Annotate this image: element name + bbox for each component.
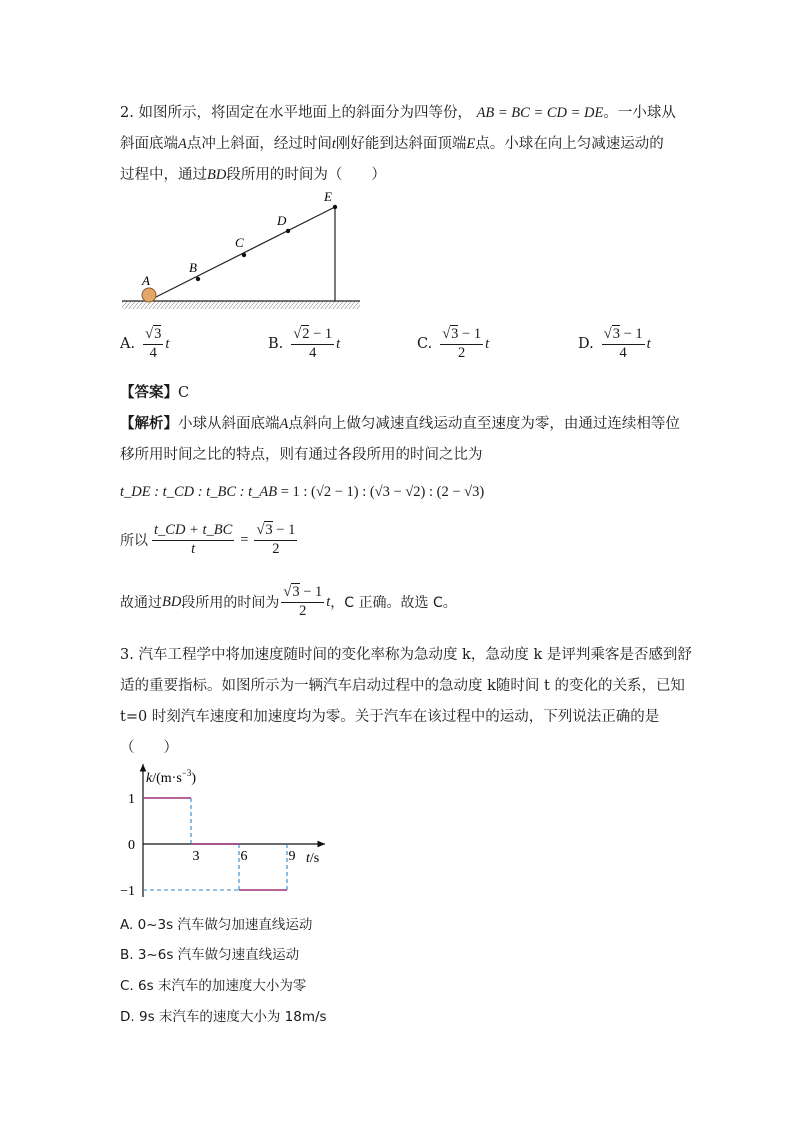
q2-stem-text: 。一小球从 — [603, 105, 676, 121]
so-label: 所以 — [120, 533, 148, 550]
q2-stem-line-2 — [120, 134, 664, 154]
point-d-dot — [286, 229, 290, 233]
q3-option-d[interactable]: D. 9s 末汽车的速度大小为 18m/s — [120, 1009, 327, 1025]
so-equation: 所以 $\frac{t\_CD + t\_BC}{t}$ = $\frac{√3 - 1}{2}$ — [120, 522, 296, 557]
q2-option-b[interactable] — [268, 327, 340, 362]
so-fraction: $\frac{t\_CD + t\_BC}{t}$ — [154, 522, 233, 557]
q3-option-a[interactable]: A. 0~3s 汽车做匀加速直线运动 — [120, 917, 313, 933]
q3-stem-line-3 — [120, 707, 659, 727]
point-a-label: A — [279, 416, 289, 432]
q3-stem-text: 汽车工程学中将加速度随时间的变化率称为急动度 k，急动度 k 是评判乘客是否感到舒 — [138, 647, 692, 663]
analysis-text: 小球从斜面底端 — [178, 416, 280, 432]
time-ratio-equation — [120, 482, 484, 502]
option-fraction: $\frac{√3}{4}$ — [145, 326, 162, 361]
q2-stem-text: 如图所示，将固定在水平地面上的斜面分为四等份， — [138, 105, 472, 121]
x-tick-label: 3 — [192, 849, 200, 864]
q3-option-b[interactable]: B. 3~6s 汽车做匀速直线运动 — [120, 947, 300, 963]
y-tick-label: −1 — [120, 884, 135, 899]
fig-label-c: C — [235, 235, 244, 250]
x-tick-label: 6 — [240, 849, 248, 864]
point-e-dot — [333, 205, 337, 209]
analysis-text: 点斜向上做匀减速直线运动直至速度为零，由通过连续相等位 — [288, 416, 680, 432]
fig-label-e: E — [324, 189, 332, 204]
option-variable: t — [646, 335, 651, 352]
option-letter: C. — [417, 336, 433, 353]
time-variable: t — [326, 593, 331, 610]
conclusion-text: ，C 正确。故选 C。 — [330, 595, 457, 612]
ratio-rhs: = 1 : (√2 − 1) : (√3 − √2) : (2 − √3) — [280, 484, 485, 500]
q2-stem-text: 斜面底端 — [120, 136, 178, 152]
so-result-fraction: $\frac{√3 - 1}{2}$ — [256, 522, 296, 557]
q3-stem-line-4 — [120, 738, 178, 758]
point-b-dot — [196, 277, 200, 281]
q2-conclusion — [120, 585, 457, 620]
q2-number: 2. — [120, 105, 134, 121]
option-variable: t — [485, 335, 490, 352]
q2-analysis-line-1 — [120, 414, 680, 434]
incline-diagram — [118, 188, 368, 318]
option-letter: D. — [578, 336, 594, 353]
segment-bd-label: BD — [162, 593, 182, 610]
fig-label-d: D — [277, 213, 287, 228]
analysis-text: 移所用时间之比的特点，则有通过各段所用的时间之比为 — [120, 447, 483, 463]
y-tick-label: 1 — [128, 792, 135, 807]
q2-stem-text: 段所用的时间为（ ） — [226, 167, 386, 183]
answer-value: C — [178, 385, 190, 401]
conclusion-text: 段所用的时间为 — [181, 595, 280, 612]
answer-label: 【答案】 — [120, 384, 178, 401]
ratio-lhs: t_DE : t_CD : t_BC : t_AB — [120, 484, 278, 500]
option-variable: t — [336, 335, 341, 352]
q3-stem-text: t=0 时刻汽车速度和加速度均为零。关于汽车在该过程中的运动，下列说法正确的是 — [120, 709, 660, 725]
q2-equal-segments: AB = BC = CD = DE — [476, 105, 604, 121]
q3-stem-text: 适的重要指标。如图所示为一辆汽车启动过程中的急动度 k随时间 t 的变化的关系，已知 — [120, 678, 685, 694]
x-tick-label: 9 — [288, 849, 296, 864]
point-e-label: E — [466, 136, 476, 152]
time-variable: t — [331, 136, 336, 152]
option-fraction: $\frac{√2 - 1}{4}$ — [293, 326, 333, 361]
q2-option-a[interactable] — [120, 327, 169, 362]
option-fraction: $\frac{√3 - 1}{2}$ — [442, 326, 482, 361]
q2-option-d[interactable] — [578, 327, 651, 362]
option-variable: t — [165, 335, 170, 352]
q2-stem-text: 过程中，通过 — [120, 167, 207, 183]
q2-answer — [120, 383, 189, 403]
q3-stem-line-1 — [120, 645, 692, 665]
ball — [142, 288, 156, 302]
point-c-dot — [242, 253, 246, 257]
y-tick-label: 0 — [128, 838, 135, 853]
q3-number: 3. — [120, 647, 134, 663]
q2-stem-line-1 — [120, 103, 676, 123]
fig-label-b: B — [189, 260, 197, 275]
q3-stem-line-2 — [120, 676, 685, 696]
ground-hatching — [122, 301, 360, 309]
q2-stem-line-3 — [120, 165, 386, 185]
conclusion-text: 故通过 — [120, 595, 162, 612]
analysis-label: 【解析】 — [120, 415, 178, 432]
point-a-label: A — [178, 136, 187, 152]
option-letter: A. — [120, 336, 136, 353]
conclusion-fraction: $\frac{√3 - 1}{2}$ — [283, 584, 323, 619]
fig-label-a: A — [142, 273, 150, 288]
q3-stem-text: （ ） — [120, 740, 178, 756]
q3-option-c[interactable]: C. 6s 末汽车的加速度大小为零 — [120, 978, 307, 994]
x-axis-label: t/s — [306, 851, 320, 866]
option-letter: B. — [268, 336, 284, 353]
q2-option-c[interactable] — [417, 327, 489, 362]
q2-analysis-line-2 — [120, 445, 483, 465]
jerk-time-chart — [110, 760, 340, 900]
option-fraction: $\frac{√3 - 1}{4}$ — [603, 326, 643, 361]
segment-bd-label: BD — [207, 167, 227, 183]
q2-stem-text: 点冲上斜面，经过时间 — [186, 136, 332, 152]
q2-stem-text: 点。小球在向上匀减速运动的 — [475, 136, 664, 152]
y-axis-label: $k/(m\cdot s^{-3})$ — [146, 768, 197, 786]
q2-stem-text: 刚好能到达斜面顶端 — [335, 136, 467, 152]
